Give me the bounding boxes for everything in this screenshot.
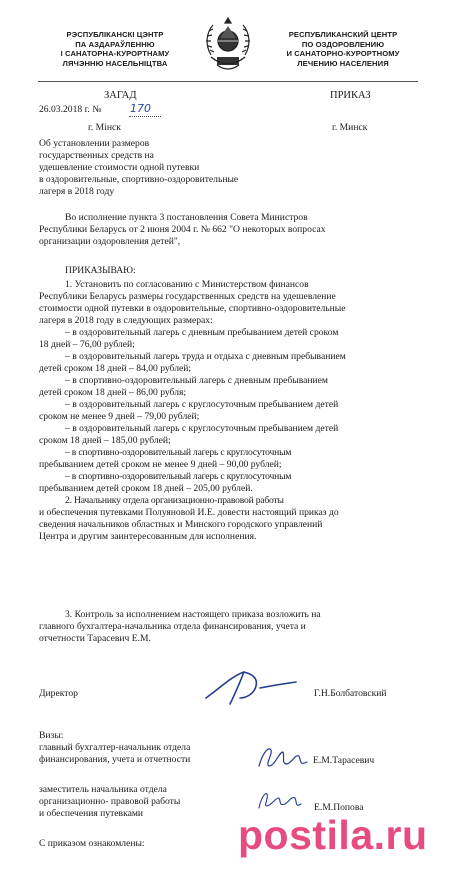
preamble xyxy=(39,212,429,248)
director-label: Директор xyxy=(39,688,78,699)
subject-line: государственных средств на xyxy=(39,150,154,161)
doc-type-by: ЗАГАД xyxy=(104,90,137,101)
visa2-name: Е.М.Попова xyxy=(314,802,364,813)
subject-line: удешевление стоимости одной путевки xyxy=(39,162,200,173)
header-right-line: РЕСПУБЛИКАНСКИЙ ЦЕНТР xyxy=(288,30,398,39)
body-line: 2. Начальнику отдела организационно-правовой работы xyxy=(65,495,284,506)
body-line: пребыванием детей сроком не менее 9 дней – 90,00 рублей; xyxy=(39,459,282,470)
header-left-line: ПА АЗДАРАЎЛЕННЮ xyxy=(75,39,155,49)
doc-type-ru: ПРИКАЗ xyxy=(330,90,371,101)
control-line: 3. Контроль за исполнением настоящего приказа возложить на xyxy=(65,609,321,620)
body-line: лагеря в 2018 году в следующих размерах: xyxy=(39,315,213,326)
body-line: – в спортивно-оздоровительный лагерь с дневным пребыванием xyxy=(65,375,329,386)
body-line: сведения начальников областных и Минского городского управлений xyxy=(39,519,323,530)
control-paragraph xyxy=(39,609,431,645)
visa1-line: главный бухгалтер-начальник отдела xyxy=(39,742,191,753)
header-right-line: ЛЕЧЕНИЮ НАСЕЛЕНИЯ xyxy=(297,58,389,68)
body-line: детей сроком 18 дней – 84,00 рублей; xyxy=(39,363,192,374)
director-signature xyxy=(200,668,310,708)
header-left xyxy=(40,30,190,68)
body-line: Республики Беларусь размеры государственных средств на удешевление xyxy=(39,291,336,302)
header-left-line: РЭСПУБЛІКАНСКІ ЦЭНТР xyxy=(66,30,164,39)
body-line: пребыванием детей сроком 18 дней – 205,00 рублей. xyxy=(39,483,253,494)
visas-label: Визы: xyxy=(39,730,64,741)
body-line: стоимости одной путевки в оздоровительные, спортивно-оздоровительные xyxy=(39,303,346,314)
city-ru: г. Минск xyxy=(332,122,368,133)
body-line: – в спортивно-оздоровительный лагерь с круглосуточным xyxy=(65,447,292,458)
city-by: г. Мінск xyxy=(88,122,121,133)
subject-block xyxy=(39,138,238,198)
subject-line: Об установлении размеров xyxy=(39,138,150,149)
watermark-logo: postila.ru xyxy=(238,812,428,858)
preamble-line: организации оздоровления детей", xyxy=(39,236,181,247)
header-left-line: ЛЯЧЭННЮ НАСЕЛЬНІЦТВА xyxy=(62,58,168,68)
subject-line: в оздоровительные, спортивно-оздоровительные xyxy=(39,174,239,185)
preamble-line: Во исполнение пункта 3 постановления Совета Министров xyxy=(65,212,308,223)
header-right-line: ПО ОЗДОРОВЛЕНИЮ xyxy=(301,39,385,49)
acquainted-label: С приказом ознакомлены: xyxy=(39,838,145,849)
body-line: 18 дней – 76,00 рублей; xyxy=(39,339,135,350)
visa2-line: и обеспечения путевками xyxy=(39,808,144,819)
body-line: 1. Установить по согласованию с Министерством финансов xyxy=(65,279,309,290)
header-right-line: И САНАТОРНО-КУРОРТНОМУ xyxy=(286,49,400,59)
header-left-line: І САНАТОРНА-КУРОРТНАМУ xyxy=(60,49,170,59)
body-line: сроком 18 дней – 185,00 рублей; xyxy=(39,435,171,446)
visa2-line: заместитель начальника отдела xyxy=(39,784,167,795)
body-line: – в оздоровительный лагерь с дневным пребыванием детей сроком xyxy=(65,327,339,338)
header-right xyxy=(268,30,418,68)
doc-date: 26.03.2018 г. № xyxy=(39,104,102,115)
body-line: – в оздоровительный лагерь с круглосуточным пребыванием детей xyxy=(65,423,339,434)
body-line: – в оздоровительный лагерь труда и отдыха с дневным пребыванием xyxy=(65,351,346,362)
preamble-line: Республики Беларусь от 2 июня 2004 г. № 662 "О некоторых вопросах xyxy=(39,224,326,235)
visa1-block xyxy=(39,742,190,766)
body-line: и обеспечения путевками Полуяновой И.Е. довести настоящий приказ до xyxy=(39,507,339,518)
visa2-block xyxy=(39,784,180,820)
number-underline xyxy=(129,116,161,117)
body-line: детей сроком 18 дней – 86,00 рубля; xyxy=(39,387,187,398)
visa1-line: финансирования, учета и отчетности xyxy=(39,754,191,765)
body-line: Центра и другим заинтересованным для исполнения. xyxy=(39,531,257,542)
order-body xyxy=(39,279,431,543)
doc-number-handwritten: 170 xyxy=(130,102,151,115)
body-line: – в оздоровительный лагерь с круглосуточным пребыванием детей xyxy=(65,399,339,410)
body-line: сроком не менее 9 дней – 79,00 рублей; xyxy=(39,411,200,422)
visa2-line: организационно- правовой работы xyxy=(39,796,181,807)
subject-line: лагеря в 2018 году xyxy=(39,186,115,197)
visa1-name: Е.М.Тарасевич xyxy=(313,755,375,766)
visa2-signature xyxy=(255,786,305,814)
order-word: ПРИКАЗЫВАЮ: xyxy=(65,265,136,276)
header-divider xyxy=(38,81,418,82)
control-line: главного бухгалтера-начальника отдела финансирования, учета и xyxy=(39,621,306,632)
control-line: отчетности Тарасевич Е.М. xyxy=(39,633,151,644)
director-name: Г.Н.Болбатовский xyxy=(314,688,387,699)
body-line: – в спортивно-оздоровительный лагерь с круглосуточным xyxy=(65,471,292,482)
visa1-signature xyxy=(255,742,311,772)
coat-of-arms-emblem xyxy=(203,15,253,77)
